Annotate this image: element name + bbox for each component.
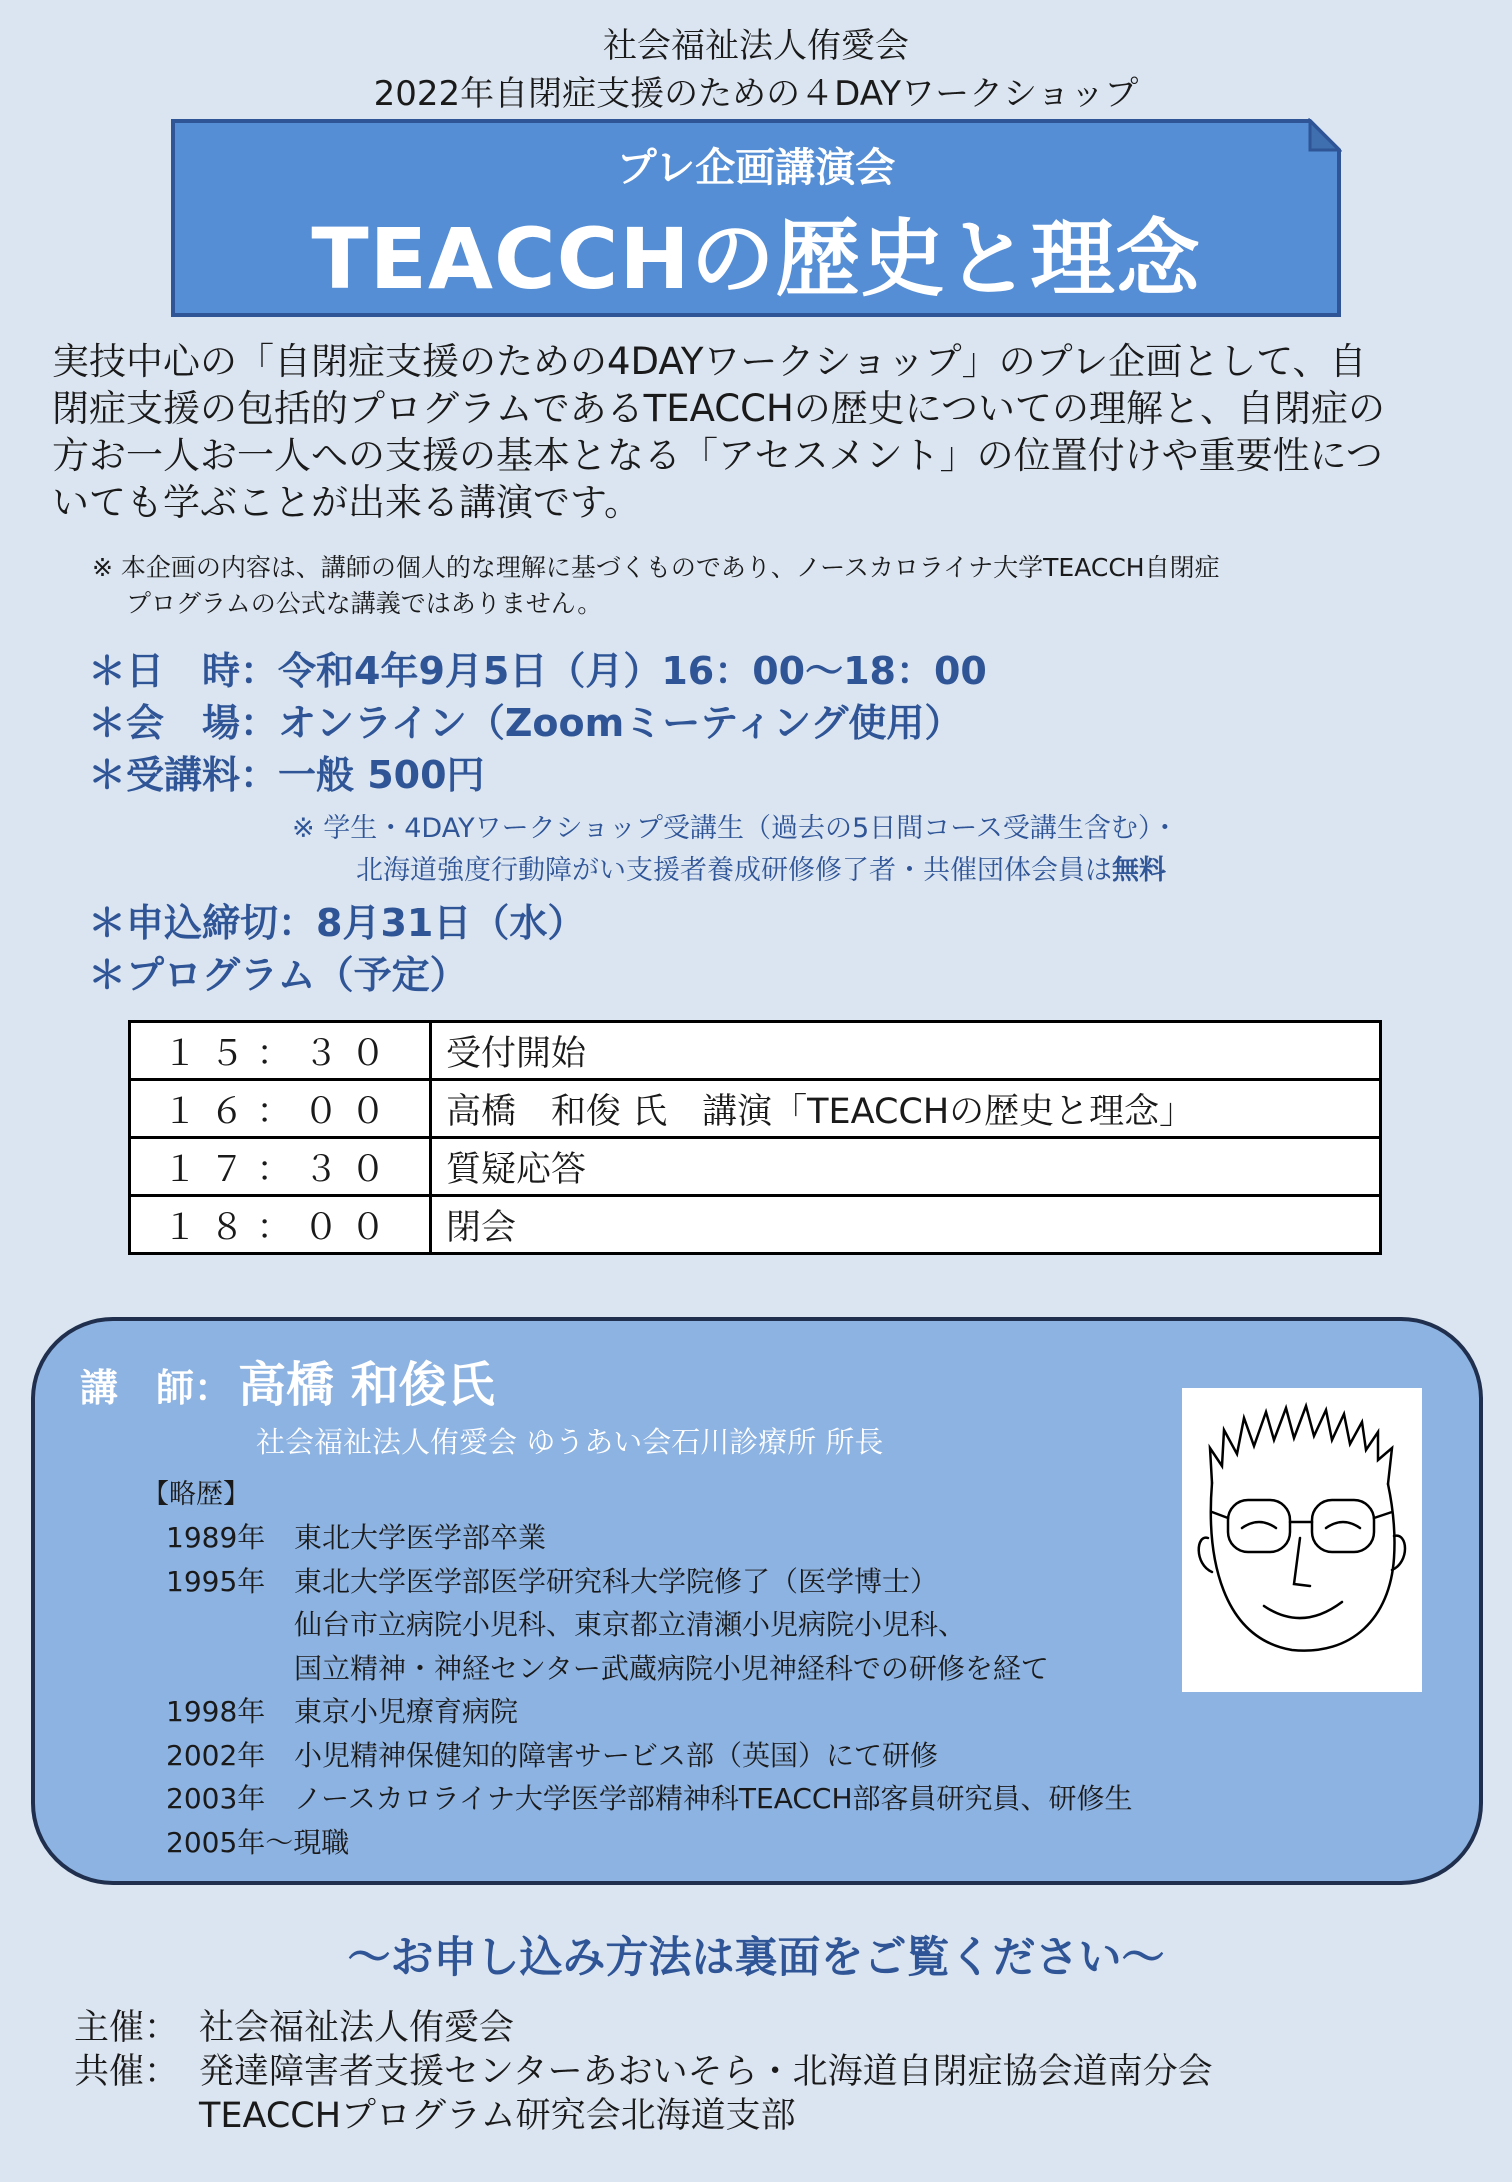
program-table	[128, 1020, 1382, 1255]
program-item: 閉会	[431, 1196, 1381, 1254]
fee-note	[356, 848, 1166, 887]
fee-note: ※ 学生・4DAYワークショップ受講生（過去の5日間コース受講生含む）・	[292, 813, 1179, 844]
host-name: 社会福祉法人侑愛会	[199, 2008, 515, 2048]
event-fee: ＊受講料：一般 500円	[88, 753, 485, 797]
lecturer-affiliation: 社会福祉法人侑愛会 ゆうあい会石川診療所 所長	[256, 1425, 884, 1459]
bio-year: 2005年～現職	[166, 1825, 350, 1859]
bio-year: 1989年	[166, 1521, 266, 1554]
banner-subtitle: プレ企画講演会	[616, 145, 896, 191]
bio-text: 小児精神保健知的障害サービス部（英国）にて研修	[294, 1738, 939, 1772]
program-item: 高橋 和俊 氏 講演「TEACCHの歴史と理念」	[431, 1080, 1381, 1138]
bio-list	[166, 1516, 1133, 1864]
bio-year: 1998年	[166, 1695, 266, 1728]
program-item: 受付開始	[431, 1022, 1381, 1080]
program-time: １６：００	[130, 1080, 431, 1138]
cohost-row	[74, 2050, 1213, 2094]
title-banner	[170, 118, 1342, 318]
bio-year: 2002年	[166, 1738, 266, 1772]
cohost-row	[74, 2094, 1213, 2138]
list-item	[166, 1777, 1133, 1821]
workshop-title: 2022年自閉症支援のための４DAYワークショップ	[373, 74, 1139, 114]
note-line: ※ 本企画の内容は、講師の個人的な理解に基づくものであり、ノースカロライナ大学TEACCH自閉症	[92, 553, 1220, 582]
intro-line: 実技中心の「自閉症支援のための4DAYワークショップ」のプレ企画として、自	[52, 340, 1367, 383]
host-row	[74, 2006, 1213, 2050]
event-date: ＊日 時：令和4年9月5日（月）16：00～18：00	[88, 649, 987, 693]
list-item	[166, 1647, 1133, 1691]
event-venue: ＊会 場：オンライン（Zoomミーティング使用）	[88, 701, 963, 745]
organizer-name: 社会福祉法人侑愛会	[603, 26, 909, 66]
table-row	[130, 1196, 1381, 1254]
host-label: 主催：	[74, 2008, 180, 2048]
apply-note: ～お申し込み方法は裏面をご覧ください～	[347, 1933, 1165, 1983]
list-item	[166, 1603, 1133, 1647]
lecturer-role: 講 師：	[80, 1366, 233, 1410]
bio-text: 仙台市立病院小児科、東京都立清瀬小児病院小児科、	[294, 1608, 967, 1641]
list-item	[166, 1560, 1133, 1604]
bio-text: 東北大学医学部卒業	[294, 1521, 547, 1554]
cohost-label: 共催：	[74, 2052, 180, 2092]
bio-text: ノースカロライナ大学医学部精神科TEACCH部客員研究員、研修生	[294, 1782, 1133, 1815]
table-row	[130, 1022, 1381, 1080]
application-deadline: ＊申込締切：8月31日（水）	[88, 901, 586, 945]
bio-heading: 【略歴】	[142, 1479, 250, 1510]
table-row	[130, 1138, 1381, 1196]
list-item	[166, 1734, 1133, 1778]
intro-line: 方お一人お一人への支援の基本となる「アセスメント」の位置付けや重要性につ	[52, 434, 1383, 477]
intro-text	[52, 338, 1462, 526]
portrait-drawing	[1182, 1388, 1422, 1692]
organizers	[74, 2006, 1213, 2138]
program-heading: ＊プログラム（予定）	[88, 953, 468, 997]
list-item	[166, 1821, 1133, 1865]
bio-year	[166, 1603, 294, 1647]
banner-title: TEACCHの歴史と理念	[311, 210, 1201, 308]
intro-line: いても学ぶことが出来る講演です。	[52, 481, 642, 524]
program-time: １７：３０	[130, 1138, 431, 1196]
lecturer-name: 高橋 和俊氏	[238, 1357, 495, 1413]
bio-text: 東京小児療育病院	[294, 1695, 519, 1728]
lecturer-panel	[30, 1316, 1484, 1886]
bio-year: 2003年	[166, 1782, 266, 1815]
program-time: １５：３０	[130, 1022, 431, 1080]
fee-note-text: 北海道強度行動障がい支援者養成研修修了者・共催団体会員は	[356, 855, 1112, 886]
program-item: 質疑応答	[431, 1138, 1381, 1196]
bio-text: 東北大学医学部医学研究科大学院修了（医学博士）	[294, 1564, 939, 1598]
table-row	[130, 1080, 1381, 1138]
bio-year: 1995年	[166, 1564, 266, 1598]
lecturer-heading	[80, 1346, 495, 1415]
program-time: １８：００	[130, 1196, 431, 1254]
list-item	[166, 1516, 1133, 1560]
intro-line: 閉症支援の包括的プログラムであるTEACCHの歴史についての理解と、自閉症の	[52, 387, 1386, 430]
bio-text: 国立精神・神経センター武蔵病院小児神経科での研修を経て	[294, 1651, 1049, 1685]
free-label: 無料	[1112, 855, 1166, 886]
lecturer-portrait	[1182, 1388, 1422, 1692]
note-line: プログラムの公式な講義ではありません。	[126, 589, 603, 618]
cohost-name: TEACCHプログラム研究会北海道支部	[199, 2096, 796, 2136]
bio-year	[166, 1647, 294, 1691]
list-item	[166, 1690, 1133, 1734]
disclaimer-note	[92, 550, 1452, 622]
cohost-name: 発達障害者支援センターあおいそら・北海道自閉症協会道南分会	[199, 2052, 1213, 2092]
